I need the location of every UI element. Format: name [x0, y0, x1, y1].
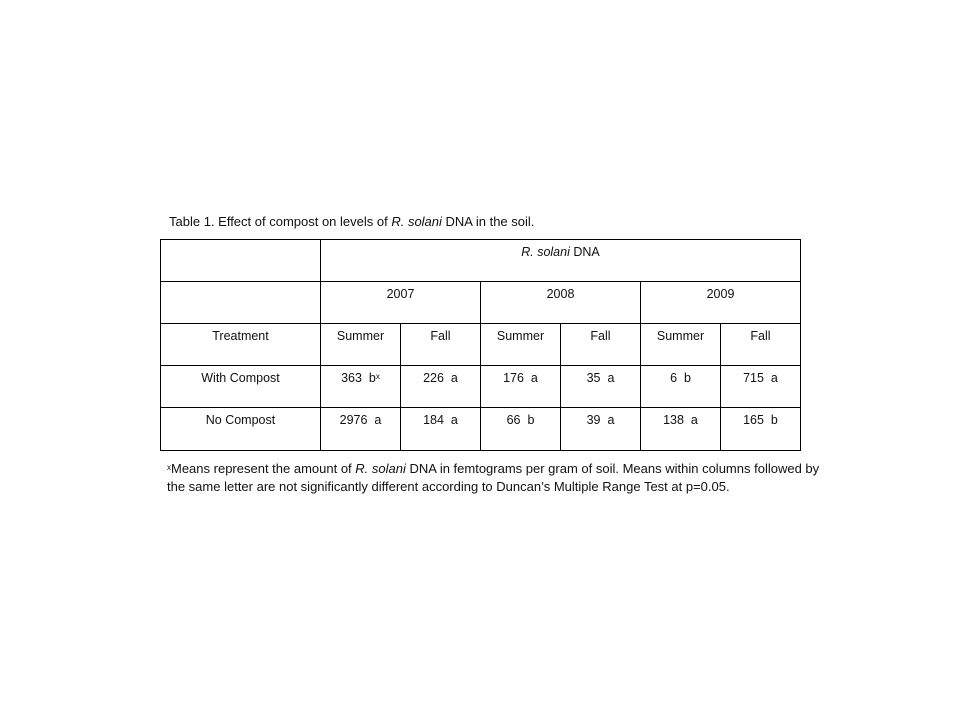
- season-header: Summer: [321, 324, 401, 366]
- footnote-prefix: Means represent the amount of: [171, 461, 356, 476]
- season-header: Summer: [481, 324, 561, 366]
- treatment-header: Treatment: [161, 324, 321, 366]
- table-cell: 226 a: [401, 366, 481, 408]
- table-cell: 35 a: [561, 366, 641, 408]
- table-caption: [169, 213, 534, 231]
- table-cell: 715 a: [721, 366, 801, 408]
- table-cell: 176 a: [481, 366, 561, 408]
- season-header: Fall: [561, 324, 641, 366]
- season-header: Fall: [721, 324, 801, 366]
- empty-corner-cell: [161, 240, 321, 282]
- header-row-seasons: [161, 324, 801, 366]
- caption-suffix: DNA in the soil.: [441, 214, 535, 229]
- caption-prefix: Table 1. Effect of compost on levels of: [169, 214, 392, 229]
- table-cell: 39 a: [561, 408, 641, 451]
- dna-group-species: R. solani: [521, 245, 570, 259]
- dna-group-suffix: DNA: [569, 245, 600, 259]
- table-cell: 6 b: [641, 366, 721, 408]
- table-cell: [321, 366, 401, 408]
- year-header: 2007: [321, 282, 481, 324]
- table-cell: 2976 a: [321, 408, 401, 451]
- footnote-marker: x: [167, 463, 171, 472]
- header-row-years: [161, 282, 801, 324]
- empty-year-cell: [161, 282, 321, 324]
- table-cell: 138 a: [641, 408, 721, 451]
- header-row-group: [161, 240, 801, 282]
- dna-group-header: [321, 240, 801, 282]
- footnote-marker: x: [375, 372, 380, 381]
- row-label: With Compost: [161, 366, 321, 408]
- caption-species: R. solani: [391, 214, 442, 229]
- table-cell: 66 b: [481, 408, 561, 451]
- year-header: 2009: [641, 282, 801, 324]
- row-label: No Compost: [161, 408, 321, 451]
- season-header: Fall: [401, 324, 481, 366]
- footnote-species: R. solani: [355, 461, 406, 476]
- footnote-suffix: DNA in femtograms per gram of soil. Means within columns followed by the same letter are not significantly different according to Duncan’s Multiple Range Test at p=0.05.: [167, 461, 820, 494]
- season-header: Summer: [641, 324, 721, 366]
- year-header: 2008: [481, 282, 641, 324]
- table-cell: 184 a: [401, 408, 481, 451]
- table-footnote: [167, 460, 827, 496]
- data-table: [160, 239, 801, 451]
- table-cell: 165 b: [721, 408, 801, 451]
- cell-value: 363 b: [341, 371, 376, 385]
- table-row: [161, 408, 801, 451]
- table-row: [161, 366, 801, 408]
